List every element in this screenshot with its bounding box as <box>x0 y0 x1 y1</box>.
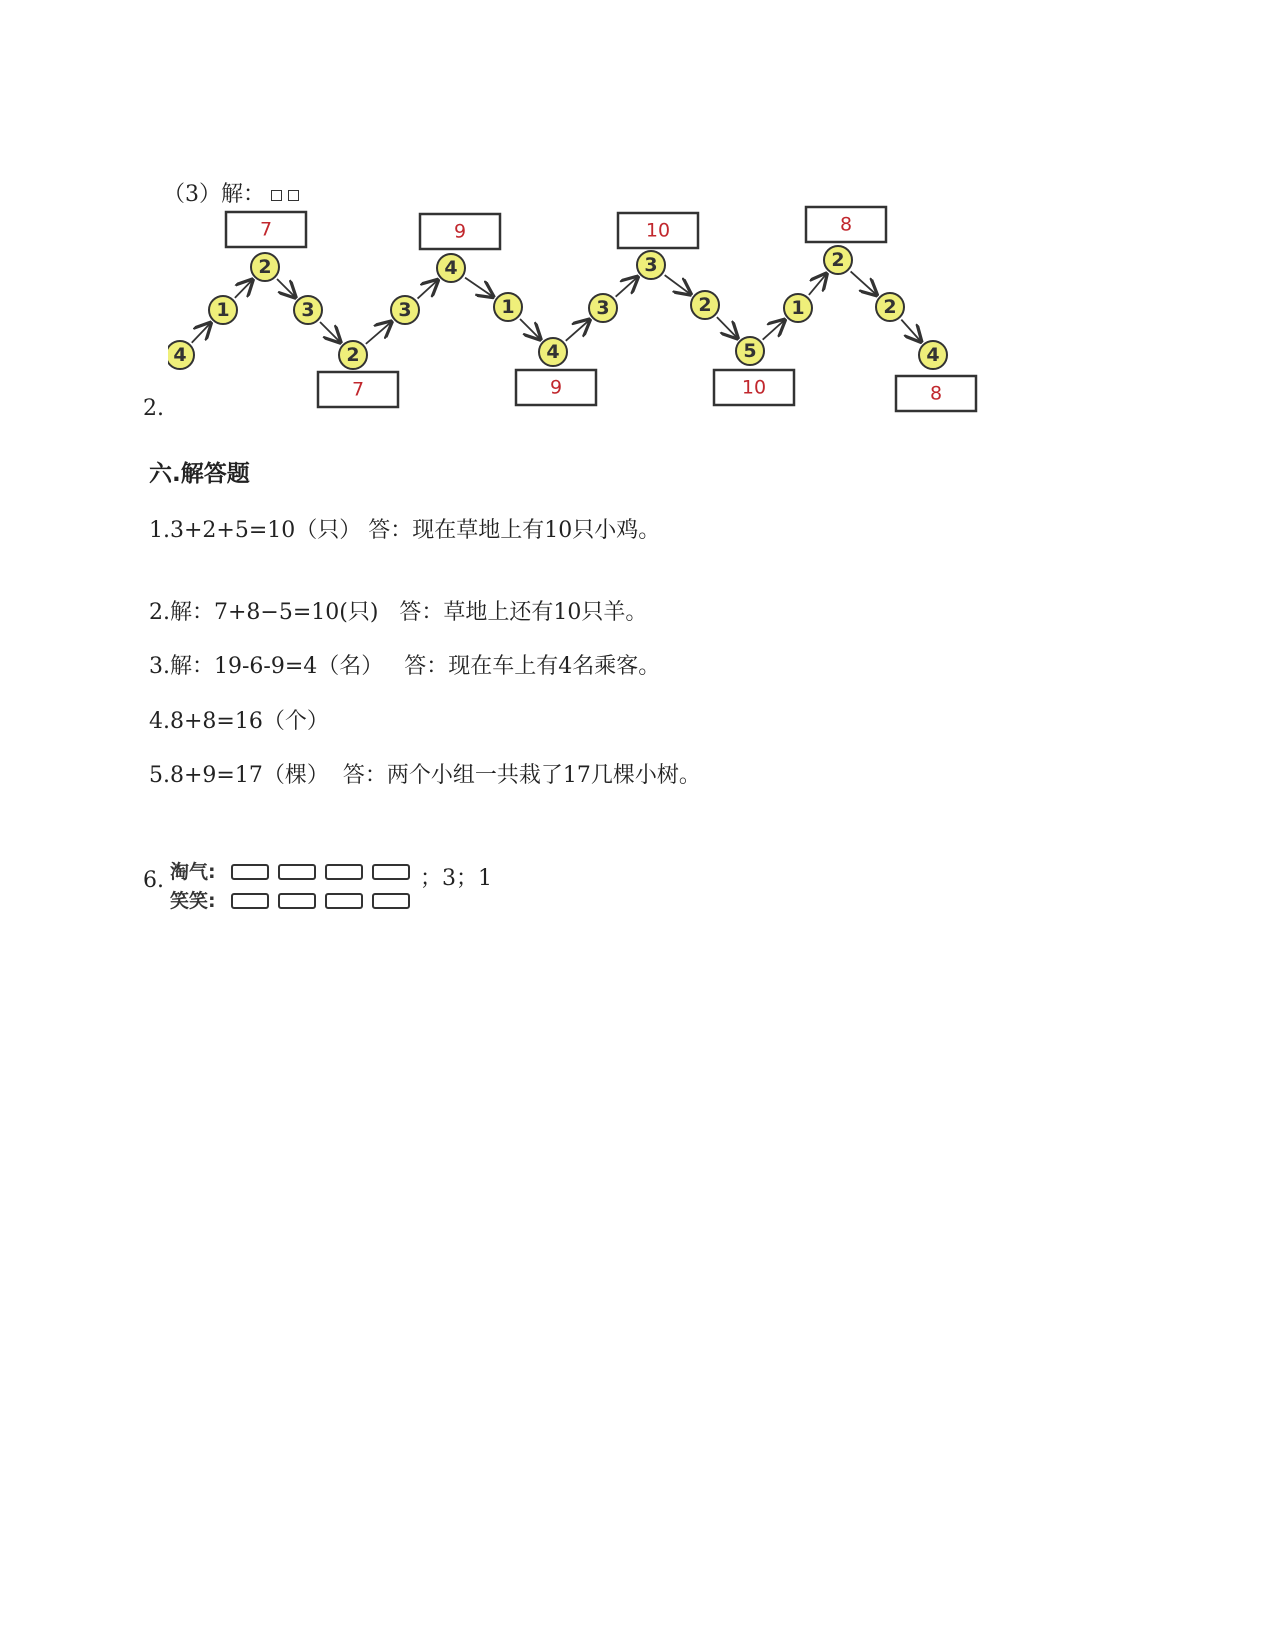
box-value: 7 <box>259 218 273 241</box>
node-value: 3 <box>644 254 658 276</box>
number-node <box>251 253 279 281</box>
node-value: 2 <box>883 296 897 318</box>
arrow <box>763 320 785 340</box>
arrow <box>717 317 738 338</box>
answer-2: 2.解：7+8−5=10(只) 答：草地上还有10只羊。 <box>149 600 648 625</box>
bottom-sum-box <box>318 372 398 407</box>
answer-3: 3.解：19-6-9=4（名） 答：现在车上有4名乘客。 <box>149 654 661 679</box>
node-value: 4 <box>546 341 560 363</box>
arrow <box>320 322 340 342</box>
q6-suffix: ；3；1 <box>420 866 492 891</box>
number-node <box>784 294 812 322</box>
box-value: 8 <box>839 213 853 236</box>
box-value: 10 <box>741 376 767 399</box>
node-value: 1 <box>501 296 515 318</box>
bar-unit <box>279 894 315 908</box>
top-sum-box <box>618 213 698 248</box>
bar-unit <box>326 894 362 908</box>
part3-prefix: （3）解： <box>163 182 265 207</box>
answer-4: 4.8+8=16（个） <box>149 709 329 734</box>
box-value: 8 <box>929 382 943 405</box>
section-heading: 六.解答题 <box>149 461 250 487</box>
number-node <box>494 293 522 321</box>
number-node <box>637 251 665 279</box>
top-sum-box <box>226 212 306 247</box>
q2-number: 2. <box>143 396 164 421</box>
arrow <box>418 280 438 298</box>
bar-unit <box>373 894 409 908</box>
answer-5: 5.8+9=17（棵） 答：两个小组一共栽了17几棵小树。 <box>149 763 701 788</box>
arrow <box>235 280 253 298</box>
node-value: 4 <box>444 257 458 279</box>
bar-label-xiaoxiao: 笑笑: <box>170 890 216 912</box>
node-value: 2 <box>346 344 360 366</box>
blank-square <box>288 190 299 201</box>
number-node <box>437 254 465 282</box>
number-node <box>736 337 764 365</box>
q6-number: 6. <box>143 868 164 893</box>
bar-unit <box>232 894 268 908</box>
comparison-bars <box>170 860 440 920</box>
arrow <box>192 323 211 343</box>
node-value: 2 <box>258 256 272 278</box>
node-value: 3 <box>301 299 315 321</box>
node-value: 3 <box>398 299 412 321</box>
bar-unit <box>373 865 409 879</box>
number-node <box>539 338 567 366</box>
number-path-diagram <box>168 200 998 415</box>
arrow <box>901 320 921 342</box>
arrow <box>566 320 590 341</box>
bar-unit <box>279 865 315 879</box>
bar-unit <box>326 865 362 879</box>
node-value: 5 <box>743 340 757 362</box>
arrow <box>366 322 392 344</box>
number-node <box>919 341 947 369</box>
box-value: 7 <box>351 378 365 401</box>
arrow <box>616 277 638 297</box>
node-value: 2 <box>698 294 712 316</box>
bottom-sum-box <box>896 376 976 411</box>
arrow <box>277 279 295 297</box>
node-value: 4 <box>173 344 187 366</box>
number-node <box>391 296 419 324</box>
node-value: 4 <box>926 344 940 366</box>
blank-square <box>271 190 282 201</box>
top-sum-box <box>420 214 500 249</box>
box-value: 9 <box>453 220 467 243</box>
node-value: 3 <box>596 297 610 319</box>
number-node <box>589 294 617 322</box>
bar-label-taoqi: 淘气: <box>170 861 216 883</box>
number-node <box>209 296 237 324</box>
bottom-sum-box <box>714 370 794 405</box>
bar-unit <box>232 865 268 879</box>
top-sum-box <box>806 207 886 242</box>
number-node <box>691 291 719 319</box>
node-value: 1 <box>791 297 805 319</box>
number-node <box>294 296 322 324</box>
number-node <box>168 341 194 369</box>
arrow <box>665 275 691 294</box>
arrow <box>520 319 540 339</box>
number-node <box>824 246 852 274</box>
node-value: 1 <box>216 299 230 321</box>
answer-1: 1.3+2+5=10（只） 答：现在草地上有10只小鸡。 <box>149 518 661 543</box>
arrow <box>465 278 493 297</box>
bottom-sum-box <box>516 370 596 405</box>
box-value: 10 <box>645 219 671 242</box>
box-value: 9 <box>549 376 563 399</box>
number-node <box>876 293 904 321</box>
node-value: 2 <box>831 249 845 271</box>
arrow <box>809 274 827 295</box>
bar-rects <box>232 865 409 908</box>
node-layer <box>168 246 947 369</box>
arrow <box>851 271 877 295</box>
number-node <box>339 341 367 369</box>
